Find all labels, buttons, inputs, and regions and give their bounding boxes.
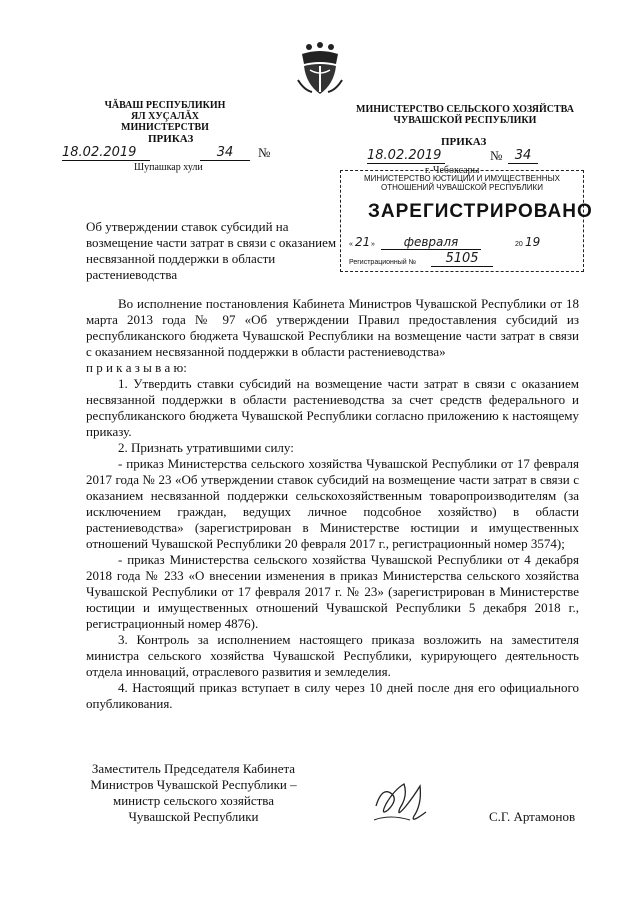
city-left: Шупашкар хули [134, 162, 203, 173]
paragraph-2a: - приказ Министерства сельского хозяйства Чувашской Республики от 17 февраля 2017 года № 23 «Об утверждении ставок субсидий на возмещение части затрат в связи с оказанием несвязанной поддержки сельскохозяйственным товаропроизводителям (за исключением граждан, ведущих личное подсобное хозяйство) в области растениеводства» (зарегистрирован в Министерстве юстиции и имущественных отношений Чувашской Республики 20 февраля 2017 г., регистрационный номер 3574); [86, 456, 579, 551]
republic-emblem-icon [296, 40, 344, 98]
stamp-ministry-line2: ОТНОШЕНИЙ ЧУВАШСКОЙ РЕСПУБЛИКИ [381, 183, 543, 192]
stamp-day: 21 [355, 235, 371, 249]
stamp-year-prefix: 20 [515, 241, 523, 248]
number-sign-right: № [490, 148, 503, 163]
signatory-position [86, 761, 301, 825]
order-label-left: ПРИКАЗ [148, 133, 194, 145]
registration-stamp: МИНИСТЕРСТВО ЮСТИЦИИ И ИМУЩЕСТВЕННЫХ ОТНОШЕНИЙ ЧУВАШСКОЙ РЕСПУБЛИКИ ЗАРЕГИСТРИРОВАНО « 21 » февраля 20 19 Регистрационный № 5105 [340, 170, 584, 272]
order-date-left: 18.02.2019 [62, 145, 150, 161]
signatory-line3: министр сельского хозяйства [112, 793, 275, 808]
header-left [90, 100, 240, 133]
preamble: Во исполнение постановления Кабинета Министров Чувашской Республики от 18 марта 2013 года № 97 «Об утверждении Правил предоставления субсидий из республиканского бюджета Чувашской Республики на возмещение части затрат в связи с оказанием несвязанной поддержки в области растениеводства» [86, 296, 579, 359]
paragraph-2: 2. Признать утратившими силу: [118, 440, 294, 455]
order-number-right: 34 [508, 148, 538, 164]
city-right: г. Чебоксары [425, 165, 480, 176]
stamp-month: февраля [381, 235, 481, 250]
stamp-ministry [341, 174, 583, 192]
order-label-right: ПРИКАЗ [441, 136, 487, 148]
signatory-line2: Министров Чувашской Республики – [90, 777, 297, 792]
orders-word: п р и к а з ы в а ю: [86, 360, 187, 375]
header-left-line1: ЧĂВАШ РЕСПУБЛИКИН [104, 100, 226, 111]
signatory-line1: Заместитель Председателя Кабинета [91, 761, 296, 776]
number-sign-left: № [258, 145, 271, 160]
paragraph-3: 3. Контроль за исполнением настоящего приказа возложить на заместителя министра сельского хозяйства Чувашской Республики, курирующего деятельность отдела инноваций, отраслевого развития и земледелия. [86, 632, 579, 679]
paragraph-2b: - приказ Министерства сельского хозяйства Чувашской Республики от 4 декабря 2018 года № 233 «О внесении изменения в приказ Министерства сельского хозяйства Чувашской Республики от 17 февраля 2017 г. № 23» (зарегистрирован в Министерстве юстиции и имущественных отношений Чувашской Республики 5 декабря 2018 г., регистрационный номер 4876). [86, 552, 579, 631]
order-number-left: 34 [200, 145, 250, 161]
paragraph-4: 4. Настоящий приказ вступает в силу через 10 дней после дня его официального опубликования. [86, 680, 579, 711]
document-body [86, 296, 579, 712]
stamp-registered: ЗАРЕГИСТРИРОВАНО [368, 201, 593, 222]
stamp-reg-label: Регистрационный № [349, 259, 417, 266]
stamp-year: 19 [525, 235, 541, 249]
handwritten-signature-icon [370, 776, 432, 828]
stamp-ministry-line1: МИНИСТЕРСТВО ЮСТИЦИИ И ИМУЩЕСТВЕННЫХ [364, 174, 560, 183]
header-right-line1: МИНИСТЕРСТВО СЕЛЬСКОГО ХОЗЯЙСТВА [356, 104, 574, 115]
stamp-reg-number: 5105 [431, 251, 493, 267]
order-date-right: 18.02.2019 [367, 148, 445, 164]
header-right [355, 104, 575, 126]
signatory-line4: Чувашской Республики [128, 809, 259, 824]
paragraph-1: 1. Утвердить ставки субсидий на возмещение части затрат в связи с оказанием несвязанной поддержки в области растениеводства за счет средств федерального и республиканского бюджета Чувашской Республики согласно приложению к настоящему приказу. [86, 376, 579, 439]
header-left-line2: ЯЛ ХУÇАЛĂХ МИНИСТЕРСТВИ [121, 111, 209, 133]
signatory-name: С.Г. Артамонов [489, 809, 576, 824]
document-title: Об утверждении ставок субсидий на возмещение части затрат в связи с оказанием несвязанной поддержки в области растениеводства [86, 219, 337, 282]
header-right-line2: ЧУВАШСКОЙ РЕСПУБЛИКИ [393, 115, 537, 126]
